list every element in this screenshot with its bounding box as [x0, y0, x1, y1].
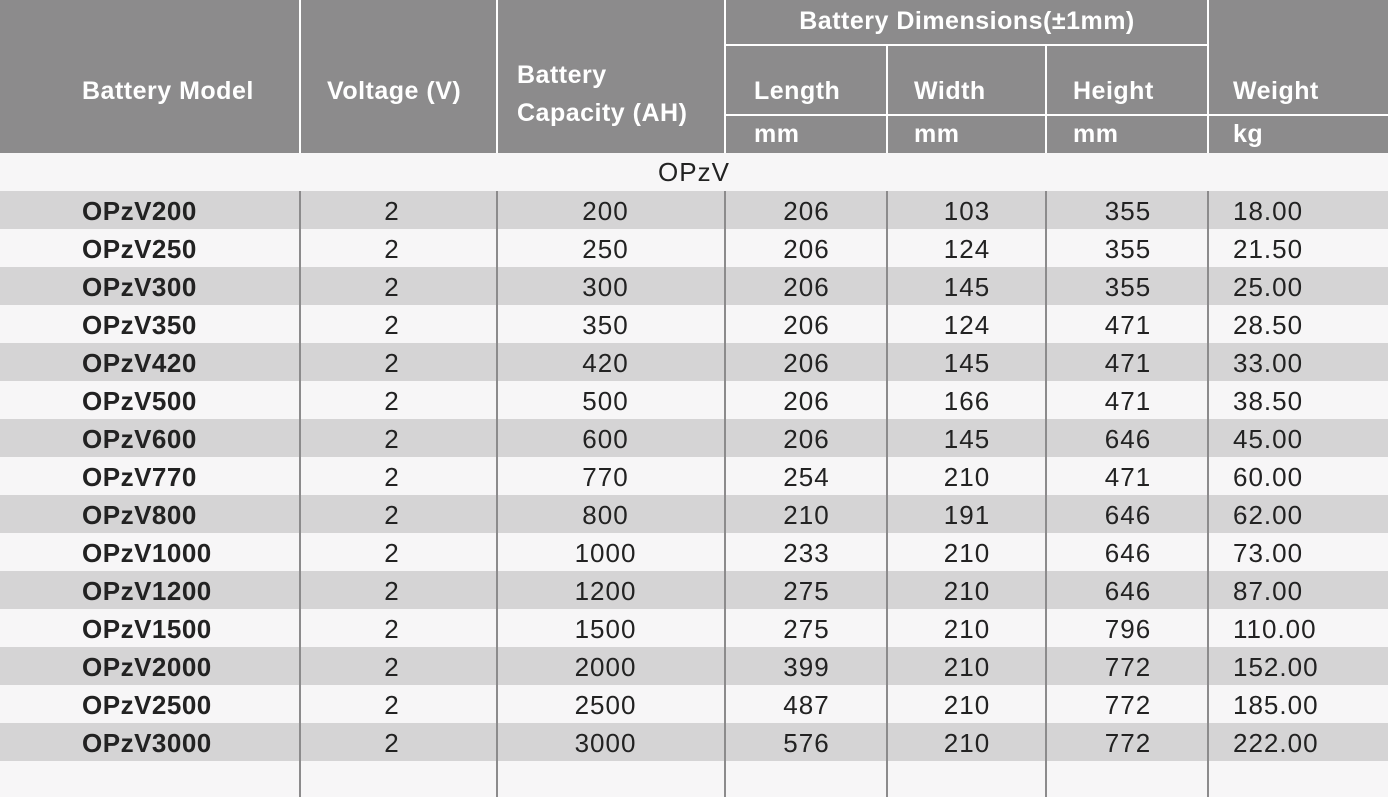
cell-model: OPzV350: [82, 310, 197, 340]
cell-height: 772: [1104, 690, 1152, 720]
cell-width: 210: [943, 576, 991, 606]
cell-capacity: 200: [582, 196, 629, 226]
header-weight: Weight: [1233, 77, 1319, 105]
cell-weight: 21.50: [1233, 234, 1304, 264]
cell-height: 471: [1104, 310, 1152, 340]
cell-voltage: 2: [384, 538, 400, 568]
cell-voltage: 2: [384, 500, 400, 530]
cell-weight: 38.50: [1233, 386, 1304, 416]
cell-weight: 45.00: [1233, 424, 1304, 454]
cell-voltage: 2: [384, 690, 400, 720]
header-divider: [724, 0, 726, 153]
cell-weight: 110.00: [1233, 614, 1317, 644]
cell-height: 471: [1104, 462, 1152, 492]
table-row: [0, 571, 1388, 609]
header-weight-unit: kg: [1233, 120, 1264, 148]
header-capacity-line2: Capacity (AH): [517, 99, 688, 127]
cell-height: 796: [1104, 614, 1152, 644]
column-divider: [724, 191, 726, 797]
cell-model: OPzV800: [82, 500, 197, 530]
cell-length: 487: [783, 690, 830, 720]
cell-capacity: 250: [582, 234, 629, 264]
cell-model: OPzV600: [82, 424, 197, 454]
cell-length: 399: [783, 652, 830, 682]
header-length-unit: mm: [754, 120, 800, 148]
cell-weight: 28.50: [1233, 310, 1304, 340]
column-divider: [886, 191, 888, 797]
cell-voltage: 2: [384, 614, 400, 644]
header-dimensions: Battery Dimensions(±1mm): [799, 7, 1135, 35]
cell-length: 206: [783, 234, 830, 264]
table-row: [0, 381, 1388, 419]
cell-weight: 25.00: [1233, 272, 1304, 302]
header-capacity-line1: Battery: [517, 61, 607, 89]
cell-model: OPzV3000: [82, 728, 212, 758]
cell-voltage: 2: [384, 234, 400, 264]
cell-capacity: 600: [582, 424, 629, 454]
header-divider: [496, 0, 498, 153]
cell-length: 206: [783, 424, 830, 454]
header-divider: [886, 45, 888, 153]
table-row: [0, 495, 1388, 533]
header-divider: [726, 114, 1388, 116]
cell-height: 355: [1104, 272, 1152, 302]
cell-width: 210: [943, 614, 991, 644]
cell-capacity: 500: [582, 386, 629, 416]
cell-weight: 18.00: [1233, 196, 1304, 226]
cell-model: OPzV1000: [82, 538, 212, 568]
header-voltage: Voltage (V): [327, 77, 462, 105]
cell-height: 772: [1104, 728, 1152, 758]
cell-width: 124: [943, 234, 991, 264]
table-row: [0, 723, 1388, 761]
cell-voltage: 2: [384, 576, 400, 606]
cell-weight: 60.00: [1233, 462, 1304, 492]
table-row: [0, 191, 1388, 229]
cell-model: OPzV300: [82, 272, 197, 302]
cell-width: 145: [943, 348, 991, 378]
cell-width: 166: [943, 386, 991, 416]
cell-voltage: 2: [384, 462, 400, 492]
cell-length: 576: [783, 728, 830, 758]
cell-voltage: 2: [384, 196, 400, 226]
cell-width: 210: [943, 538, 991, 568]
cell-width: 210: [943, 462, 991, 492]
cell-voltage: 2: [384, 652, 400, 682]
cell-length: 206: [783, 348, 830, 378]
cell-width: 191: [943, 500, 991, 530]
table-row: [0, 457, 1388, 495]
cell-width: 210: [943, 728, 991, 758]
cell-length: 254: [783, 462, 830, 492]
cell-weight: 152.00: [1233, 652, 1319, 682]
cell-capacity: 1000: [574, 538, 637, 568]
cell-voltage: 2: [384, 386, 400, 416]
cell-voltage: 2: [384, 728, 400, 758]
cell-voltage: 2: [384, 348, 400, 378]
cell-weight: 87.00: [1233, 576, 1304, 606]
cell-height: 471: [1104, 386, 1152, 416]
cell-capacity: 350: [582, 310, 629, 340]
header-height-unit: mm: [1073, 120, 1119, 148]
table-row: [0, 647, 1388, 685]
cell-capacity: 300: [582, 272, 629, 302]
header-divider: [299, 0, 301, 153]
cell-model: OPzV1200: [82, 576, 212, 606]
header-width-unit: mm: [914, 120, 960, 148]
header-height: Height: [1073, 77, 1154, 105]
cell-capacity: 2000: [574, 652, 637, 682]
cell-model: OPzV200: [82, 196, 197, 226]
cell-width: 124: [943, 310, 991, 340]
cell-capacity: 800: [582, 500, 629, 530]
cell-model: OPzV250: [82, 234, 197, 264]
table-row: [0, 685, 1388, 723]
cell-height: 646: [1104, 538, 1152, 568]
table-row: [0, 533, 1388, 571]
cell-height: 355: [1104, 234, 1152, 264]
cell-weight: 62.00: [1233, 500, 1304, 530]
table-header: [0, 0, 1388, 153]
cell-length: 206: [783, 386, 830, 416]
cell-width: 145: [943, 272, 991, 302]
cell-length: 210: [783, 500, 830, 530]
cell-height: 646: [1104, 500, 1152, 530]
cell-capacity: 1200: [574, 576, 637, 606]
table-row: [0, 229, 1388, 267]
cell-height: 646: [1104, 576, 1152, 606]
cell-weight: 33.00: [1233, 348, 1304, 378]
cell-model: OPzV770: [82, 462, 197, 492]
cell-capacity: 1500: [574, 614, 637, 644]
cell-weight: 73.00: [1233, 538, 1304, 568]
column-divider: [496, 191, 498, 797]
cell-width: 145: [943, 424, 991, 454]
header-divider: [1045, 45, 1047, 153]
cell-capacity: 2500: [574, 690, 637, 720]
cell-length: 206: [783, 272, 830, 302]
cell-length: 275: [783, 576, 830, 606]
cell-length: 206: [783, 310, 830, 340]
header-width: Width: [914, 77, 986, 105]
group-row: [0, 153, 1388, 191]
cell-model: OPzV420: [82, 348, 197, 378]
cell-weight: 185.00: [1233, 690, 1319, 720]
cell-width: 210: [943, 690, 991, 720]
cell-width: 210: [943, 652, 991, 682]
table-row: [0, 305, 1388, 343]
cell-capacity: 3000: [574, 728, 637, 758]
table-row: [0, 267, 1388, 305]
cell-length: 275: [783, 614, 830, 644]
cell-width: 103: [943, 196, 991, 226]
cell-model: OPzV2000: [82, 652, 212, 682]
column-divider: [1207, 191, 1209, 797]
cell-height: 355: [1104, 196, 1152, 226]
cell-voltage: 2: [384, 424, 400, 454]
group-label: OPzV: [658, 157, 730, 187]
header-battery-model: Battery Model: [82, 77, 254, 105]
cell-height: 471: [1104, 348, 1152, 378]
cell-length: 233: [783, 538, 830, 568]
header-divider: [726, 44, 1207, 46]
column-divider: [299, 191, 301, 797]
cell-model: OPzV500: [82, 386, 197, 416]
cell-model: OPzV1500: [82, 614, 212, 644]
cell-height: 646: [1104, 424, 1152, 454]
cell-model: OPzV2500: [82, 690, 212, 720]
cell-height: 772: [1104, 652, 1152, 682]
cell-voltage: 2: [384, 272, 400, 302]
header-length: Length: [754, 77, 841, 105]
cell-capacity: 420: [582, 348, 629, 378]
header-divider: [1207, 0, 1209, 153]
column-divider: [1045, 191, 1047, 797]
cell-weight: 222.00: [1233, 728, 1319, 758]
cell-voltage: 2: [384, 310, 400, 340]
table-row: [0, 609, 1388, 647]
cell-capacity: 770: [582, 462, 629, 492]
table-row: [0, 343, 1388, 381]
table-row: [0, 419, 1388, 457]
cell-length: 206: [783, 196, 830, 226]
